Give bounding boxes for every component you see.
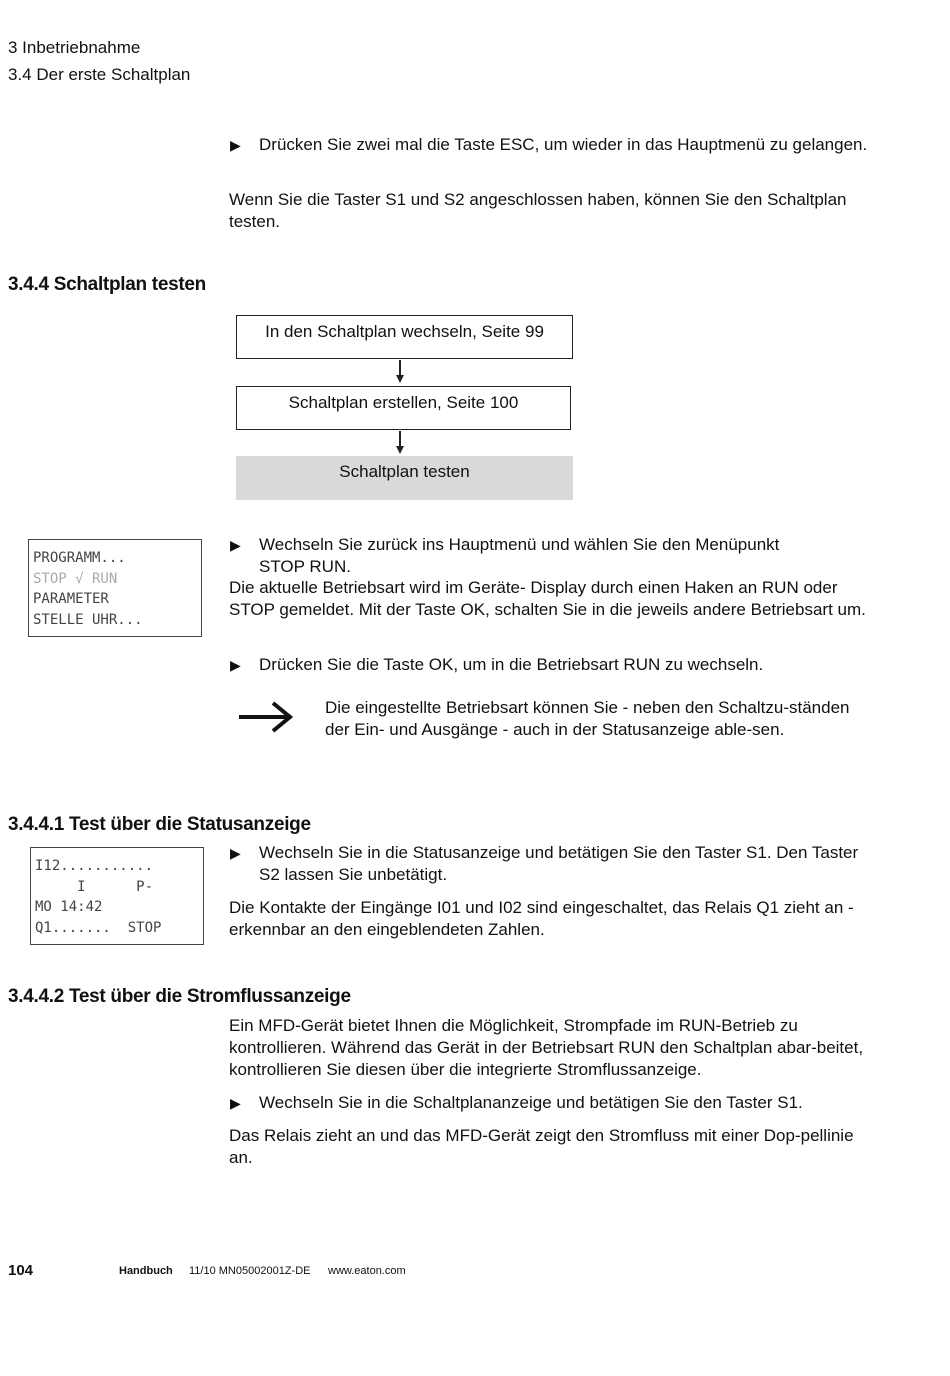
lcd-line: I P- — [35, 878, 154, 895]
lcd-display — [30, 847, 204, 945]
arrow-down-icon — [396, 375, 404, 383]
triangle-right-icon: ▶ — [230, 845, 241, 861]
flow-arrow — [399, 431, 401, 446]
lcd-line: Q1....... STOP — [35, 919, 162, 936]
footer-doc: Handbuch — [119, 1265, 173, 1277]
list-item — [230, 842, 870, 886]
triangle-right-icon: ▶ — [230, 1095, 241, 1111]
section-heading: 3.4.4.2 Test über die Stromflussanzeige — [8, 986, 351, 1007]
list-item — [230, 654, 870, 676]
flow-arrow — [399, 360, 401, 375]
list-item-text: Wechseln Sie in die Schaltplananzeige und betätigen Sie den Taster S1. — [259, 1093, 803, 1112]
lcd-display — [28, 539, 202, 637]
flow-step: Schaltplan erstellen, Seite 100 — [236, 386, 571, 430]
paragraph: Die aktuelle Betriebsart wird im Geräte- Display durch einen Haken an RUN oder STOP gemeldet. Mit der Taste OK, schalten Sie in die jeweils andere Betriebsart um. — [229, 578, 866, 619]
footer-url: www.eaton.com — [328, 1265, 406, 1277]
paragraph: Ein MFD-Gerät bietet Ihnen die Möglichkeit, Strompfade im RUN-Betrieb zu kontrollieren. Während das Gerät in der Betriebsart RUN den Schaltplan abar-beitet, kontrollieren Sie diesen über die integrierte Stromflussanzeige. — [229, 1016, 864, 1079]
list-item — [230, 134, 870, 156]
list-item-text: Drücken Sie die Taste OK, um in die Betriebsart RUN zu wechseln. — [259, 655, 764, 674]
list-item-text: Wechseln Sie zurück ins Hauptmenü und wählen Sie den Menüpunkt — [259, 535, 780, 554]
list-item-text: Drücken Sie zwei mal die Taste ESC, um wieder in das Hauptmenü zu gelangen. — [259, 135, 868, 154]
flow-step-current: Schaltplan testen — [236, 456, 573, 500]
paragraph: Wenn Sie die Taster S1 und S2 angeschlossen haben, können Sie den Schaltplan testen. — [229, 190, 847, 231]
footer-code: 11/10 MN05002001Z-DE — [189, 1265, 311, 1277]
triangle-right-icon: ▶ — [230, 657, 241, 673]
triangle-right-icon: ▶ — [230, 137, 241, 153]
lcd-line: STOP √ RUN — [33, 570, 118, 587]
section-title: 3.4 Der erste Schaltplan — [8, 65, 191, 84]
list-item — [230, 534, 870, 578]
arrow-down-icon — [396, 446, 404, 454]
paragraph: Die Kontakte der Eingänge I01 und I02 sind eingeschaltet, das Relais Q1 zieht an - erkennbar an den eingeblendeten Zahlen. — [229, 898, 854, 939]
section-heading: 3.4.4 Schaltplan testen — [8, 274, 206, 295]
list-item — [230, 1092, 870, 1114]
section-heading: 3.4.4.1 Test über die Statusanzeige — [8, 814, 311, 835]
flow-step: In den Schaltplan wechseln, Seite 99 — [236, 315, 573, 359]
note-text: Die eingestellte Betriebsart können Sie - neben den Schaltzu-ständen der Ein- und Ausgänge - auch in der Statusanzeige able-sen. — [325, 698, 850, 739]
triangle-right-icon: ▶ — [230, 537, 241, 553]
paragraph: Das Relais zieht an und das MFD-Gerät zeigt den Stromfluss mit einer Dop-pellinie an. — [229, 1126, 854, 1167]
lcd-line: PROGRAMM... — [33, 550, 126, 566]
lcd-line: MO 14:42 — [35, 899, 103, 915]
list-item-text: Wechseln Sie in die Statusanzeige und betätigen Sie den Taster S1. Den Taster S2 lassen Sie unbetätigt. — [259, 843, 859, 884]
list-item-text: STOP RUN. — [259, 557, 351, 576]
page-number: 104 — [8, 1262, 34, 1279]
chapter-title: 3 Inbetriebnahme — [8, 38, 141, 57]
arrow-right-icon — [237, 700, 295, 734]
lcd-line: STELLE UHR... — [33, 611, 143, 628]
lcd-line: PARAMETER — [33, 591, 109, 607]
lcd-line: I12........... — [35, 858, 154, 874]
